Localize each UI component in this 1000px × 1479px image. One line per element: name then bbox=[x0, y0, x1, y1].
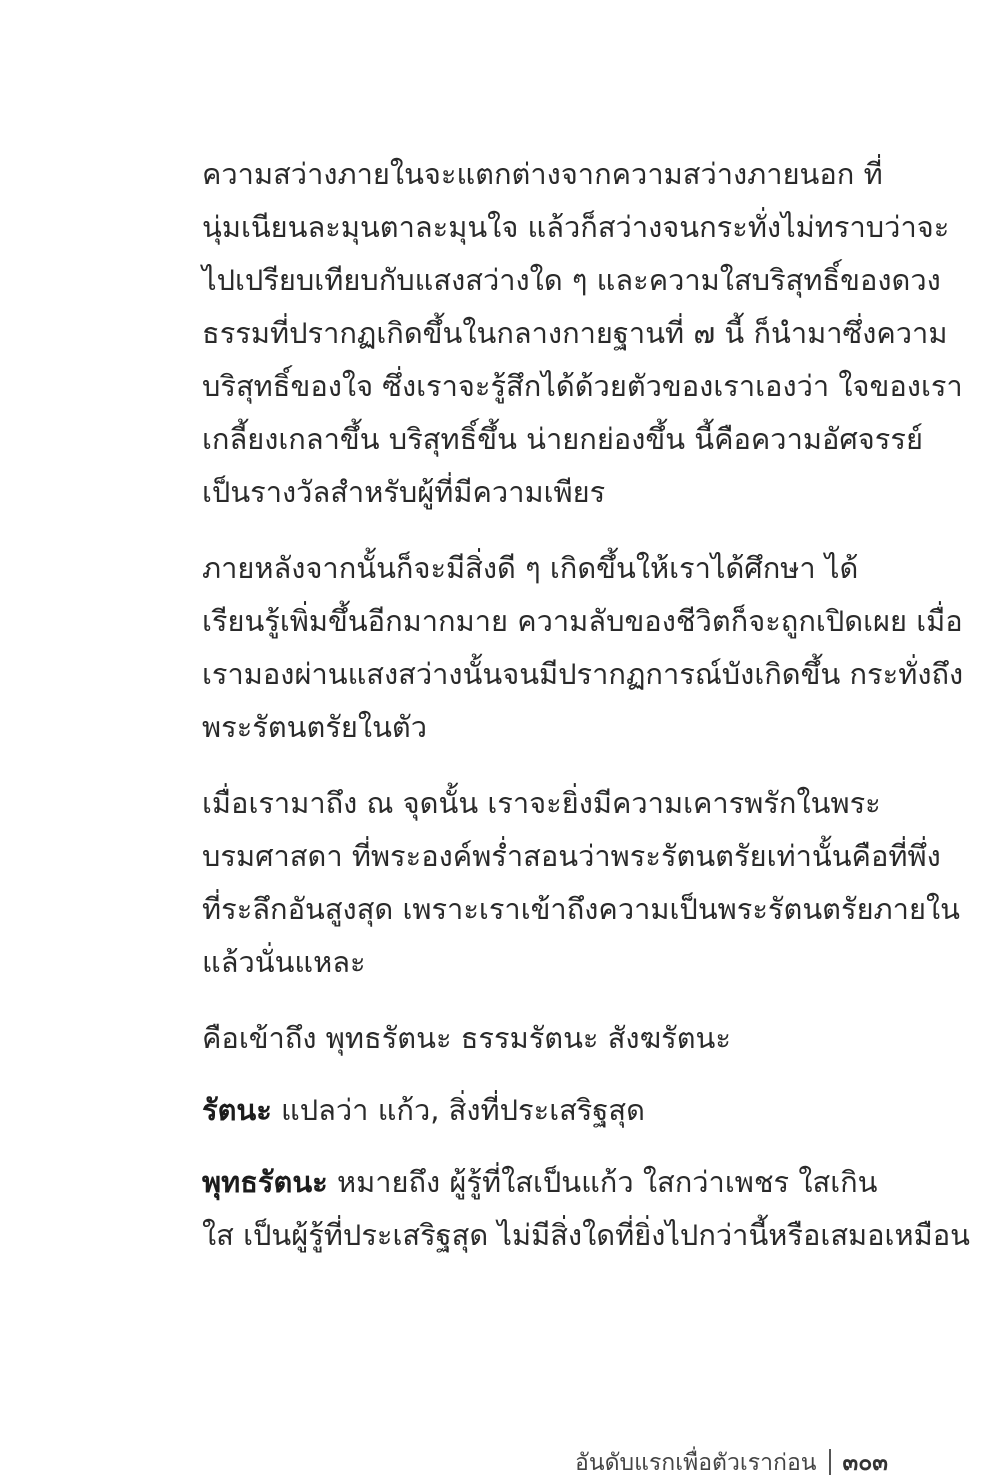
definition-text: แปลว่า แก้ว, สิ่งที่ประเสริฐสุด bbox=[281, 1093, 645, 1127]
text-line: พระรัตนตรัยในตัว bbox=[202, 710, 428, 744]
text-line: เรามองผ่านแสงสว่างนั้นจนมีปรากฏการณ์บังเกิดขึ้น กระทั่งถึง bbox=[202, 657, 964, 691]
definition-term: รัตนะ bbox=[202, 1093, 272, 1127]
text-line: บริสุทธิ์ของใจ ซึ่งเราจะรู้สึกได้ด้วยตัวของเราเองว่า ใจของเรา bbox=[202, 369, 963, 403]
text-line: ความสว่างภายในจะแตกต่างจากความสว่างภายนอก ที่ bbox=[202, 157, 883, 191]
paragraph-triple-gem bbox=[140, 777, 960, 989]
page-body bbox=[140, 148, 970, 1285]
page-footer bbox=[575, 1448, 888, 1478]
text-line: คือเข้าถึง พุทธรัตนะ ธรรมรัตนะ สังฆรัตนะ bbox=[202, 1021, 731, 1055]
definition-ratana bbox=[140, 1084, 888, 1137]
text-line: ไปเปรียบเทียบกับแสงสว่างใด ๆ และความใสบริสุทธิ์ของดวง bbox=[202, 263, 941, 297]
text-line: ภายหลังจากนั้นก็จะมีสิ่งดี ๆ เกิดขึ้นให้เราได้ศึกษา ได้ bbox=[202, 551, 859, 585]
book-title: อันดับแรกเพื่อตัวเราก่อน bbox=[575, 1450, 817, 1476]
definition-term: พุทธรัตนะ bbox=[202, 1165, 328, 1199]
text-line: แล้วนั่นแหละ bbox=[202, 945, 366, 979]
text-line: นุ่มเนียนละมุนตาละมุนใจ แล้วก็สว่างจนกระทั่งไม่ทราบว่าจะ bbox=[202, 210, 950, 244]
paragraph-three-gems bbox=[140, 1012, 888, 1065]
text-line: เกลี้ยงเกลาขึ้น บริสุทธิ์ขึ้น น่ายกย่องขึ้น นี้คือความอัศจรรย์ bbox=[202, 422, 923, 456]
text-line: ที่ระลึกอันสูงสุด เพราะเราเข้าถึงความเป็นพระรัตนตรัยภายใน bbox=[202, 892, 960, 926]
text-line bbox=[140, 1156, 888, 1209]
text-line: บรมศาสดา ที่พระองค์พร่ำสอนว่าพระรัตนตรัยเท่านั้นคือที่พึ่ง bbox=[202, 839, 941, 873]
text-line: เป็นรางวัลสำหรับผู้ที่มีความเพียร bbox=[202, 475, 606, 509]
text-line: เมื่อเรามาถึง ณ จุดนั้น เราจะยิ่งมีความเคารพรักในพระ bbox=[202, 786, 881, 820]
paragraph-learning bbox=[140, 542, 964, 754]
page-number: ๓๐๓ bbox=[842, 1450, 888, 1476]
definition-buddha-ratana bbox=[140, 1156, 970, 1262]
text-line: เรียนรู้เพิ่มขึ้นอีกมากมาย ความลับของชีวิตก็จะถูกเปิดเผย เมื่อ bbox=[202, 604, 963, 638]
paragraph-inner-brightness bbox=[140, 148, 963, 519]
text-line: ธรรมที่ปรากฏเกิดขึ้นในกลางกายฐานที่ ๗ นี้ ก็นำมาซึ่งความ bbox=[202, 316, 948, 350]
definition-text: หมายถึง ผู้รู้ที่ใสเป็นแก้ว ใสกว่าเพชร ใสเกิน bbox=[336, 1165, 878, 1199]
text-line: ใส เป็นผู้รู้ที่ประเสริฐสุด ไม่มีสิ่งใดที่ยิ่งไปกว่านี้หรือเสมอเหมือน bbox=[202, 1218, 970, 1252]
text-line bbox=[140, 1084, 888, 1137]
footer-divider bbox=[829, 1449, 831, 1475]
